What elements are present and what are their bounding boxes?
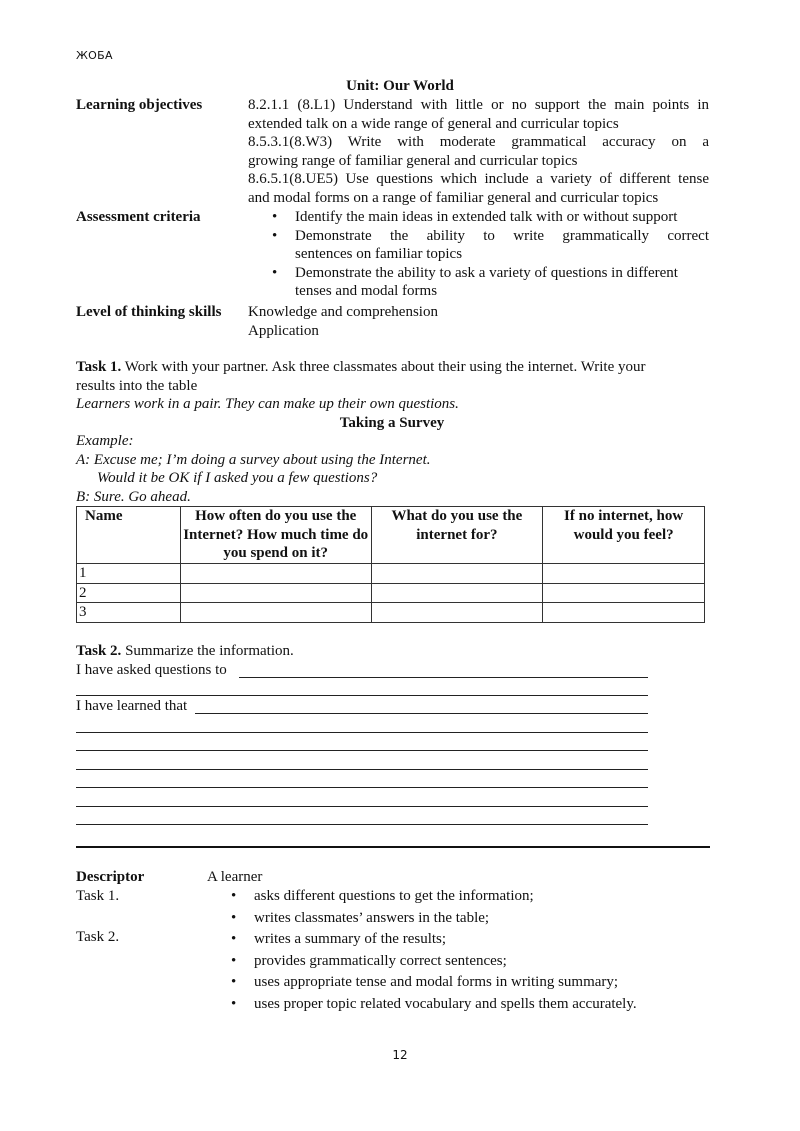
- descriptor-item: • writes a summary of the results;: [207, 930, 707, 949]
- task1-text: Work with your partner. Ask three classmates about their using the internet. Write your: [124, 359, 646, 375]
- example-line: B: Sure. Go ahead.: [76, 488, 191, 505]
- task1-text-cont: results into the table: [76, 377, 198, 394]
- table-header-row: [77, 507, 705, 564]
- objective-line: 8.2.1.1 (8.L1) Understand with little or no support the main points in: [248, 97, 709, 113]
- table-cell[interactable]: [180, 564, 371, 584]
- table-cell[interactable]: [543, 603, 705, 623]
- table-cell[interactable]: [543, 583, 705, 603]
- thinking-skill: Knowledge and comprehension: [248, 304, 438, 320]
- column-header-usage: What do you use the internet for?: [371, 507, 543, 564]
- descriptor-list: [207, 887, 707, 1016]
- column-header-name: Name: [77, 507, 181, 564]
- row-number: 2: [77, 583, 181, 603]
- descriptor-task2-label: Task 2.: [76, 929, 120, 945]
- criterion-item: [248, 227, 709, 264]
- table-row: [77, 564, 705, 584]
- assessment-criteria-label: Assessment criteria: [76, 209, 201, 225]
- survey-example: [76, 432, 706, 506]
- descriptor-item: • uses appropriate tense and modal forms in writing summary;: [207, 973, 707, 992]
- survey-table: [76, 506, 705, 623]
- table-cell[interactable]: [180, 583, 371, 603]
- task2-label: Task 2.: [76, 643, 122, 659]
- thinking-skill: Application: [248, 322, 319, 339]
- writing-line[interactable]: [76, 769, 648, 770]
- writing-line[interactable]: [76, 824, 648, 825]
- criterion-line: • Demonstrate the ability to write grammatically correct: [295, 227, 709, 244]
- descriptor-intro: A learner: [207, 869, 263, 885]
- objective-line: growing range of familiar general and curricular topics: [248, 152, 578, 169]
- survey-title: Taking a Survey: [339, 415, 445, 431]
- table-cell[interactable]: [371, 603, 543, 623]
- table-cell[interactable]: [371, 583, 543, 603]
- table-row: [77, 583, 705, 603]
- writing-line[interactable]: [195, 713, 648, 714]
- writing-line[interactable]: [76, 695, 648, 696]
- writing-line[interactable]: [76, 732, 648, 733]
- descriptor-label: Descriptor: [76, 869, 145, 885]
- objective-line: 8.5.3.1(8.W3) Write with moderate grammatical accuracy on a: [248, 134, 709, 150]
- thinking-skills-values: [248, 303, 709, 340]
- example-line: Would it be OK if I asked you a few questions?: [97, 470, 378, 486]
- objective-line: 8.6.5.1(8.UE5) Use questions which include a variety of different tense: [248, 171, 709, 187]
- objective-line: extended talk on a wide range of general and curricular topics: [248, 115, 619, 132]
- descriptor-item: • writes classmates’ answers in the table;: [207, 909, 707, 928]
- table-cell[interactable]: [180, 603, 371, 623]
- writing-line[interactable]: [76, 750, 648, 751]
- learning-objectives-text: [248, 96, 709, 207]
- table-cell[interactable]: [371, 564, 543, 584]
- task2-heading: [76, 642, 294, 661]
- criterion-item: [248, 264, 709, 301]
- task1-instructions: [76, 358, 706, 414]
- criterion-item: [248, 208, 709, 227]
- page-header-label: ЖОБА: [76, 49, 113, 62]
- descriptor-item: • asks different questions to get the information;: [207, 887, 707, 906]
- thinking-skills-label: Level of thinking skills: [76, 304, 222, 320]
- row-number: 3: [77, 603, 181, 623]
- unit-title: Unit: Our World: [346, 78, 454, 94]
- task2-text: Summarize the information.: [125, 643, 294, 659]
- assessment-criteria-list: [248, 208, 709, 301]
- task1-label: Task 1.: [76, 359, 122, 375]
- criterion-line: sentences on familiar topics: [295, 246, 463, 262]
- writing-line[interactable]: [239, 677, 648, 678]
- learning-objectives-label: Learning objectives: [76, 97, 203, 113]
- column-header-feeling: If no internet, how would you feel?: [543, 507, 705, 564]
- example-label: Example:: [76, 433, 134, 449]
- criterion-line: • Identify the main ideas in extended talk with or without support: [295, 209, 678, 225]
- page-number: 12: [392, 1048, 408, 1062]
- writing-line[interactable]: [76, 806, 648, 807]
- task1-note: Learners work in a pair. They can make up their own questions.: [76, 396, 459, 412]
- task2-prompt-learned: I have learned that: [76, 698, 188, 714]
- table-cell[interactable]: [543, 564, 705, 584]
- row-number: 1: [77, 564, 181, 584]
- column-header-frequency: How often do you use the Internet? How much time do you spend on it?: [180, 507, 371, 564]
- descriptor-item: • uses proper topic related vocabulary and spells them accurately.: [207, 995, 707, 1014]
- example-line: A: Excuse me; I’m doing a survey about using the Internet.: [76, 451, 431, 468]
- descriptor-task1-label: Task 1.: [76, 888, 120, 904]
- descriptor-item: • provides grammatically correct sentences;: [207, 952, 707, 971]
- writing-line[interactable]: [76, 787, 648, 788]
- task2-prompt-asked: I have asked questions to: [76, 662, 227, 678]
- criterion-line: tenses and modal forms: [295, 283, 438, 299]
- section-divider: [76, 846, 710, 848]
- objective-line: and modal forms on a range of familiar general and curricular topics: [248, 189, 659, 206]
- criterion-line: • Demonstrate the ability to ask a variety of questions in different: [295, 264, 678, 281]
- table-row: [77, 603, 705, 623]
